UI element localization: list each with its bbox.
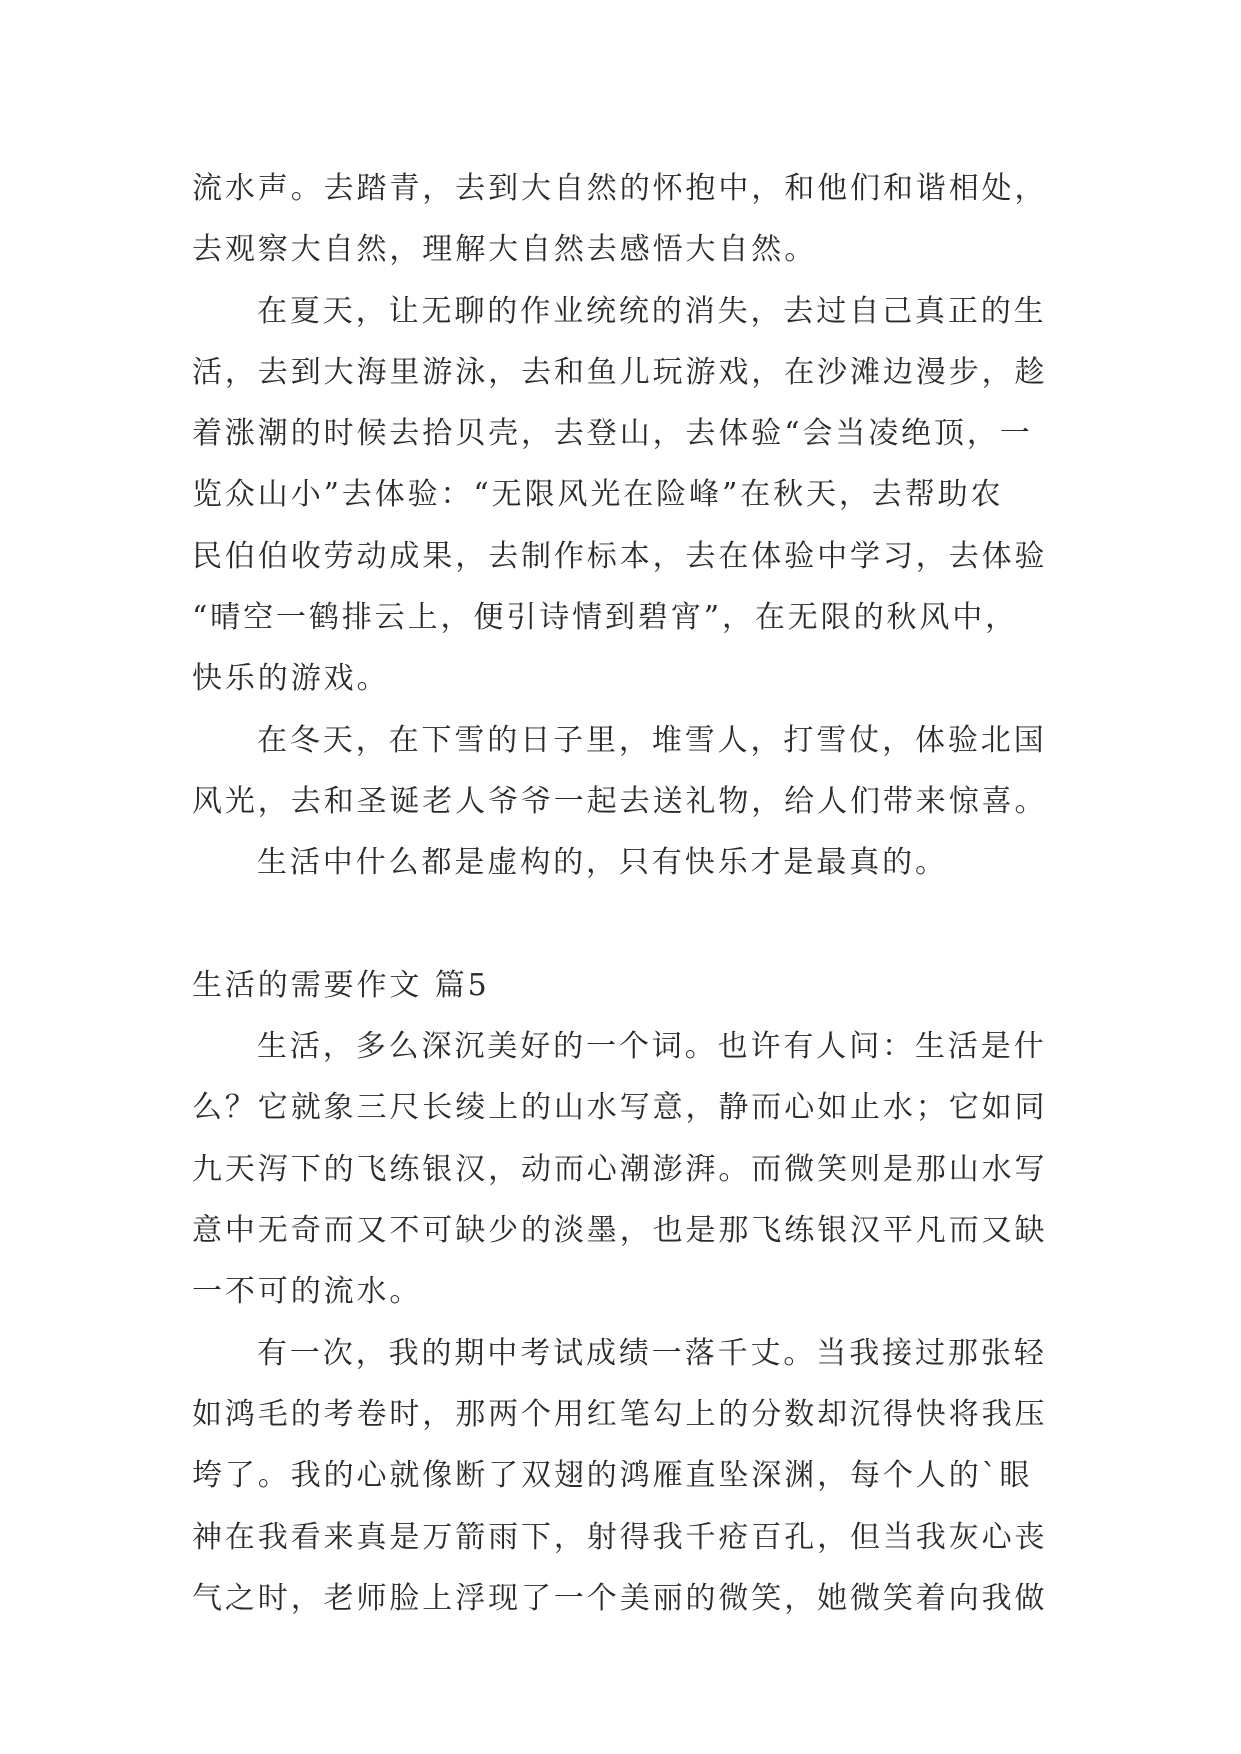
- text-line: 生活中什么都是虚构的，只有快乐才是最真的。: [257, 845, 948, 881]
- text-line: 快乐的游戏。: [192, 661, 390, 697]
- paragraph-life: [192, 1016, 1062, 1322]
- text-line: 风光，去和圣诞老人爷爷一起去送礼物，给人们带来惊喜。: [192, 783, 1048, 819]
- text-line: 在夏天，让无聊的作业统统的消失，去过自己真正的生: [257, 293, 1047, 329]
- text-line: 气之时，老师脸上浮现了一个美丽的微笑，她微笑着向我做: [192, 1580, 1048, 1616]
- text-line: 流水声。去踏青，去到大自然的怀抱中，和他们和谐相处，: [192, 171, 1048, 206]
- text-line: 有一次，我的期中考试成绩一落千丈。当我接过那张轻: [257, 1335, 1047, 1371]
- text-line: 九天泻下的飞练银汉，动而心潮澎湃。而微笑则是那山水写: [192, 1151, 1048, 1187]
- text-line: 活，去到大海里游泳，去和鱼儿玩游戏，在沙滩边漫步，趁: [192, 354, 1048, 390]
- text-line: 生活，多么深沉美好的一个词。也许有人问：生活是什: [257, 1029, 1047, 1065]
- paragraph-conclusion: [192, 832, 1062, 893]
- text-line: 民伯伯收劳动成果，去制作标本，去在体验中学习，去体验: [192, 538, 1048, 574]
- section-heading: 生活的需要作文 篇5: [192, 967, 490, 1003]
- text-line: 意中无奇而又不可缺少的淡墨，也是那飞练银汉平凡而又缺: [192, 1213, 1048, 1249]
- text-line: 一不可的流水。: [192, 1274, 423, 1310]
- text-line: 垮了。我的心就像断了双翅的鸿雁直坠深渊，每个人的`眼: [192, 1458, 1033, 1494]
- document-page: [192, 158, 1062, 1629]
- text-line: 神在我看来真是万箭雨下，射得我千疮百孔，但当我灰心丧: [192, 1519, 1048, 1555]
- text-line: 在冬天，在下雪的日子里，堆雪人，打雪仗，体验北国: [257, 722, 1047, 758]
- text-line: 么？它就象三尺长绫上的山水写意，静而心如止水；它如同: [192, 1090, 1048, 1126]
- text-line: 览众山小”去体验：“无限风光在险峰”在秋天，去帮助农: [192, 477, 1004, 513]
- text-line: 去观察大自然，理解大自然去感悟大自然。: [192, 232, 818, 268]
- paragraph-exam: [192, 1323, 1062, 1629]
- blank-line: [192, 894, 1062, 955]
- text-line: 着涨潮的时候去拾贝壳，去登山，去体验“会当凌绝顶，一: [192, 416, 1033, 452]
- text-line: 如鸿毛的考卷时，那两个用红笔勾上的分数却沉得快将我压: [192, 1396, 1048, 1432]
- paragraph-continuation: [192, 158, 1062, 281]
- paragraph-summer-autumn: [192, 281, 1062, 710]
- text-line: “晴空一鹤排云上，便引诗情到碧宵”，在无限的秋风中，: [192, 600, 1019, 636]
- paragraph-winter: [192, 710, 1062, 833]
